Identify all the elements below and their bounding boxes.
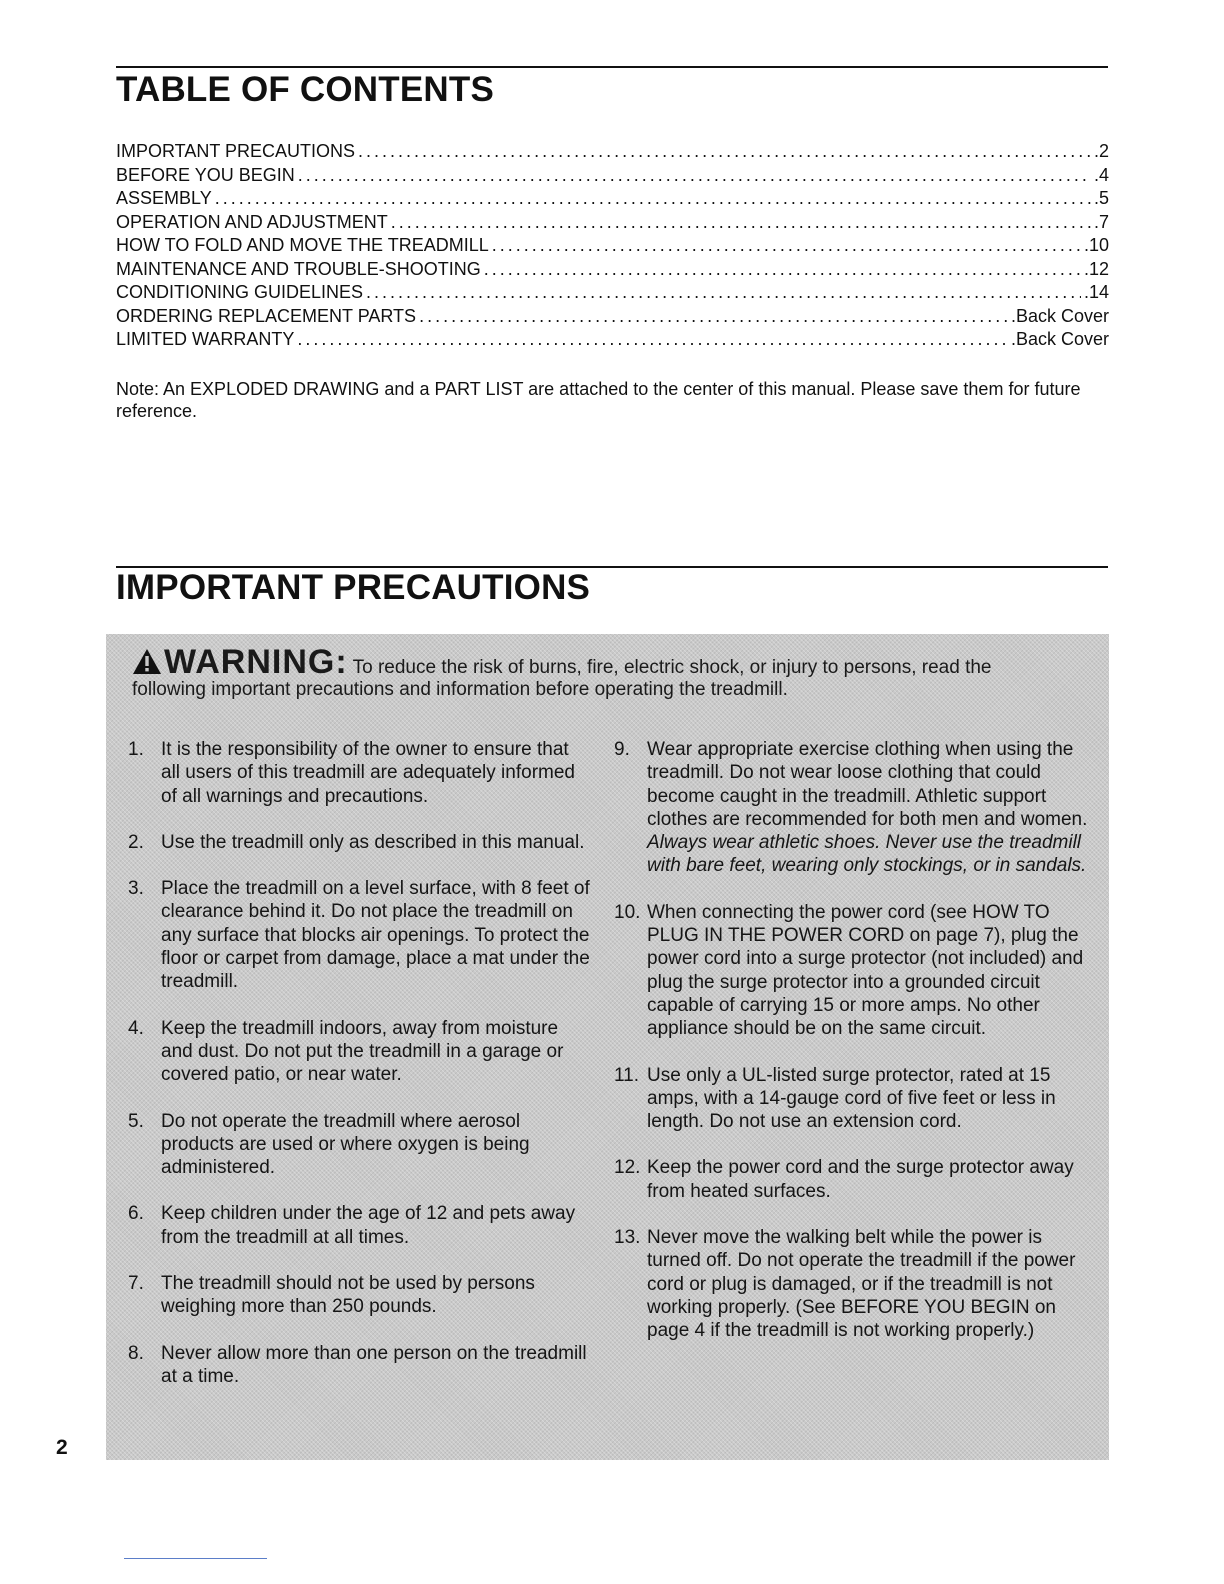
toc-entry xyxy=(116,187,1109,211)
toc-heading: TABLE OF CONTENTS xyxy=(116,70,495,109)
toc-entry xyxy=(116,281,1109,305)
precautions-right-column xyxy=(614,738,1089,1343)
precaution-number: 1. xyxy=(128,739,144,760)
precaution-item xyxy=(128,738,590,808)
toc-entry xyxy=(116,328,1109,352)
precaution-text: It is the responsibility of the owner to ensure that all users of this treadmill are adequately informed of all warnings and precautions. xyxy=(161,739,575,807)
precaution-text: Never move the walking belt while the power is turned off. Do not operate the treadmill if the power cord or plug is damaged, or if the treadmill is not working properly. (See BEFORE YOU BEGIN on page 4 if the treadmill is not working properly.) xyxy=(647,1227,1076,1342)
precaution-number: 3. xyxy=(128,878,144,900)
toc-dot-leader xyxy=(297,328,1008,352)
precaution-item xyxy=(614,1156,1089,1203)
precaution-text: When connecting the power cord (see HOW TO PLUG IN THE POWER CORD on page 7), plug the power cord into a surge protector (not included) and plug the surge protector into a grounded circuit capable of carrying 15 or more amps. No other appliance should be on the same circuit. xyxy=(647,901,1084,1040)
toc-entry-title: LIMITED WARRANTY xyxy=(116,329,295,349)
precaution-number: 12. xyxy=(614,1157,641,1179)
precaution-number: 9. xyxy=(614,739,630,760)
toc-entry xyxy=(116,140,1109,164)
precaution-item xyxy=(614,901,1089,1041)
precaution-item xyxy=(128,1272,590,1319)
toc-entry-page: .4 xyxy=(1093,164,1109,185)
precaution-text xyxy=(647,738,1089,878)
precaution-item xyxy=(128,1342,590,1389)
warning-box xyxy=(106,634,1109,1460)
toc-dot-leader xyxy=(358,140,1091,164)
precaution-number: 11. xyxy=(614,1064,640,1086)
precaution-text: Use the treadmill only as described in this manual. xyxy=(161,831,585,853)
toc-entry-title: OPERATION AND ADJUSTMENT xyxy=(116,211,388,232)
toc-entry-page: .10 xyxy=(1083,235,1109,255)
precaution-item xyxy=(614,738,1089,878)
toc-entry-page: .7 xyxy=(1093,211,1109,232)
precaution-item xyxy=(128,1110,590,1180)
precaution-text: Place the treadmill on a level surface, with 8 feet of clearance behind it. Do not place the treadmill on any surface that blocks air openings. To protect the floor or carpet from damage, place a mat under the treadmill. xyxy=(161,878,590,993)
precaution-text: Do not operate the treadmill where aerosol products are used or where oxygen is being administered. xyxy=(161,1110,530,1179)
warning-text-line2: following important precautions and information before operating the treadmill. xyxy=(132,679,788,700)
precaution-text: Keep the power cord and the surge protector away from heated surfaces. xyxy=(647,1157,1074,1202)
precaution-text: The treadmill should not be used by persons weighing more than 250 pounds. xyxy=(161,1273,535,1318)
precaution-item xyxy=(128,831,590,854)
toc-entry-title: BEFORE YOU BEGIN xyxy=(116,164,295,185)
precaution-number: 5. xyxy=(128,1110,144,1132)
precaution-text: Keep children under the age of 12 and pets away from the treadmill at all times. xyxy=(161,1203,576,1248)
toc-list xyxy=(116,140,1109,352)
toc-entry xyxy=(116,305,1109,329)
toc-entry-title: MAINTENANCE AND TROUBLE-SHOOTING xyxy=(116,258,481,279)
precaution-number: 2. xyxy=(128,831,144,853)
precaution-item xyxy=(128,1017,590,1087)
toc-entry-title: ASSEMBLY xyxy=(116,188,212,208)
toc-dot-leader xyxy=(215,187,1091,211)
precautions-heading: IMPORTANT PRECAUTIONS xyxy=(116,568,591,607)
precaution-item xyxy=(128,1202,590,1249)
precaution-number: 4. xyxy=(128,1017,144,1039)
toc-dot-leader xyxy=(484,258,1081,282)
toc-entry-page: .Back Cover xyxy=(1010,329,1109,349)
precaution-number: 10. xyxy=(614,901,641,923)
toc-entry-page: .12 xyxy=(1083,258,1109,279)
warning-triangle-icon xyxy=(132,648,162,675)
precautions-left-column xyxy=(128,738,590,1388)
toc-entry-page: .5 xyxy=(1093,188,1109,208)
toc-entry xyxy=(116,258,1109,282)
toc-entry-title: HOW TO FOLD AND MOVE THE TREADMILL xyxy=(116,235,489,255)
precaution-text: Use only a UL-listed surge protector, rated at 15 amps, with a 14-gauge cord of five feet or less in length. Do not use an extension cord. xyxy=(647,1064,1056,1133)
toc-dot-leader xyxy=(298,164,1091,188)
toc-entry-title: IMPORTANT PRECAUTIONS xyxy=(116,141,356,161)
toc-note: Note: An EXPLODED DRAWING and a PART LIST are attached to the center of this manual. Please save them for future reference. xyxy=(116,379,1081,421)
precaution-number: 13. xyxy=(614,1227,641,1249)
warning-text-line1: To reduce the risk of burns, fire, electric shock, or injury to persons, read the xyxy=(352,657,992,678)
toc-entry xyxy=(116,164,1109,188)
toc-entry-page: .2 xyxy=(1093,141,1109,161)
toc-dot-leader xyxy=(492,234,1081,258)
footer-link-underline xyxy=(124,1558,267,1559)
toc-entry xyxy=(116,234,1109,258)
toc-dot-leader xyxy=(419,305,1008,329)
toc-entry-page: .14 xyxy=(1083,282,1109,302)
toc-dot-leader xyxy=(391,211,1091,235)
toc-dot-leader xyxy=(366,281,1081,305)
toc-entry-title: CONDITIONING GUIDELINES xyxy=(116,282,364,302)
toc-entry-title: ORDERING REPLACEMENT PARTS xyxy=(116,305,417,326)
toc-entry-page: .Back Cover xyxy=(1010,305,1109,326)
precaution-number: 8. xyxy=(128,1342,144,1364)
precaution-text: Never allow more than one person on the treadmill at a time. xyxy=(161,1342,587,1387)
precaution-number: 6. xyxy=(128,1203,144,1225)
warning-label: WARNING: xyxy=(164,643,348,681)
precaution-number: 7. xyxy=(128,1273,144,1295)
precaution-text: Keep the treadmill indoors, away from moisture and dust. Do not put the treadmill in a garage or covered patio, or near water. xyxy=(161,1017,564,1086)
toc-top-rule xyxy=(116,66,1108,68)
precaution-text-emphasis: Always wear athletic shoes. Never use the treadmill with bare feet, wearing only stockings, or in sandals. xyxy=(647,832,1087,877)
precaution-text-main: Wear appropriate exercise clothing when using the treadmill. Do not wear loose clothing that could become caught in the treadmill. Athletic support clothes are recommended for both men and women. xyxy=(647,739,1088,830)
warning-header xyxy=(132,643,1092,702)
page-number: 2 xyxy=(56,1436,68,1459)
precaution-item xyxy=(614,1064,1089,1134)
precaution-item xyxy=(128,877,590,993)
toc-entry xyxy=(116,211,1109,235)
precaution-item xyxy=(614,1226,1089,1342)
